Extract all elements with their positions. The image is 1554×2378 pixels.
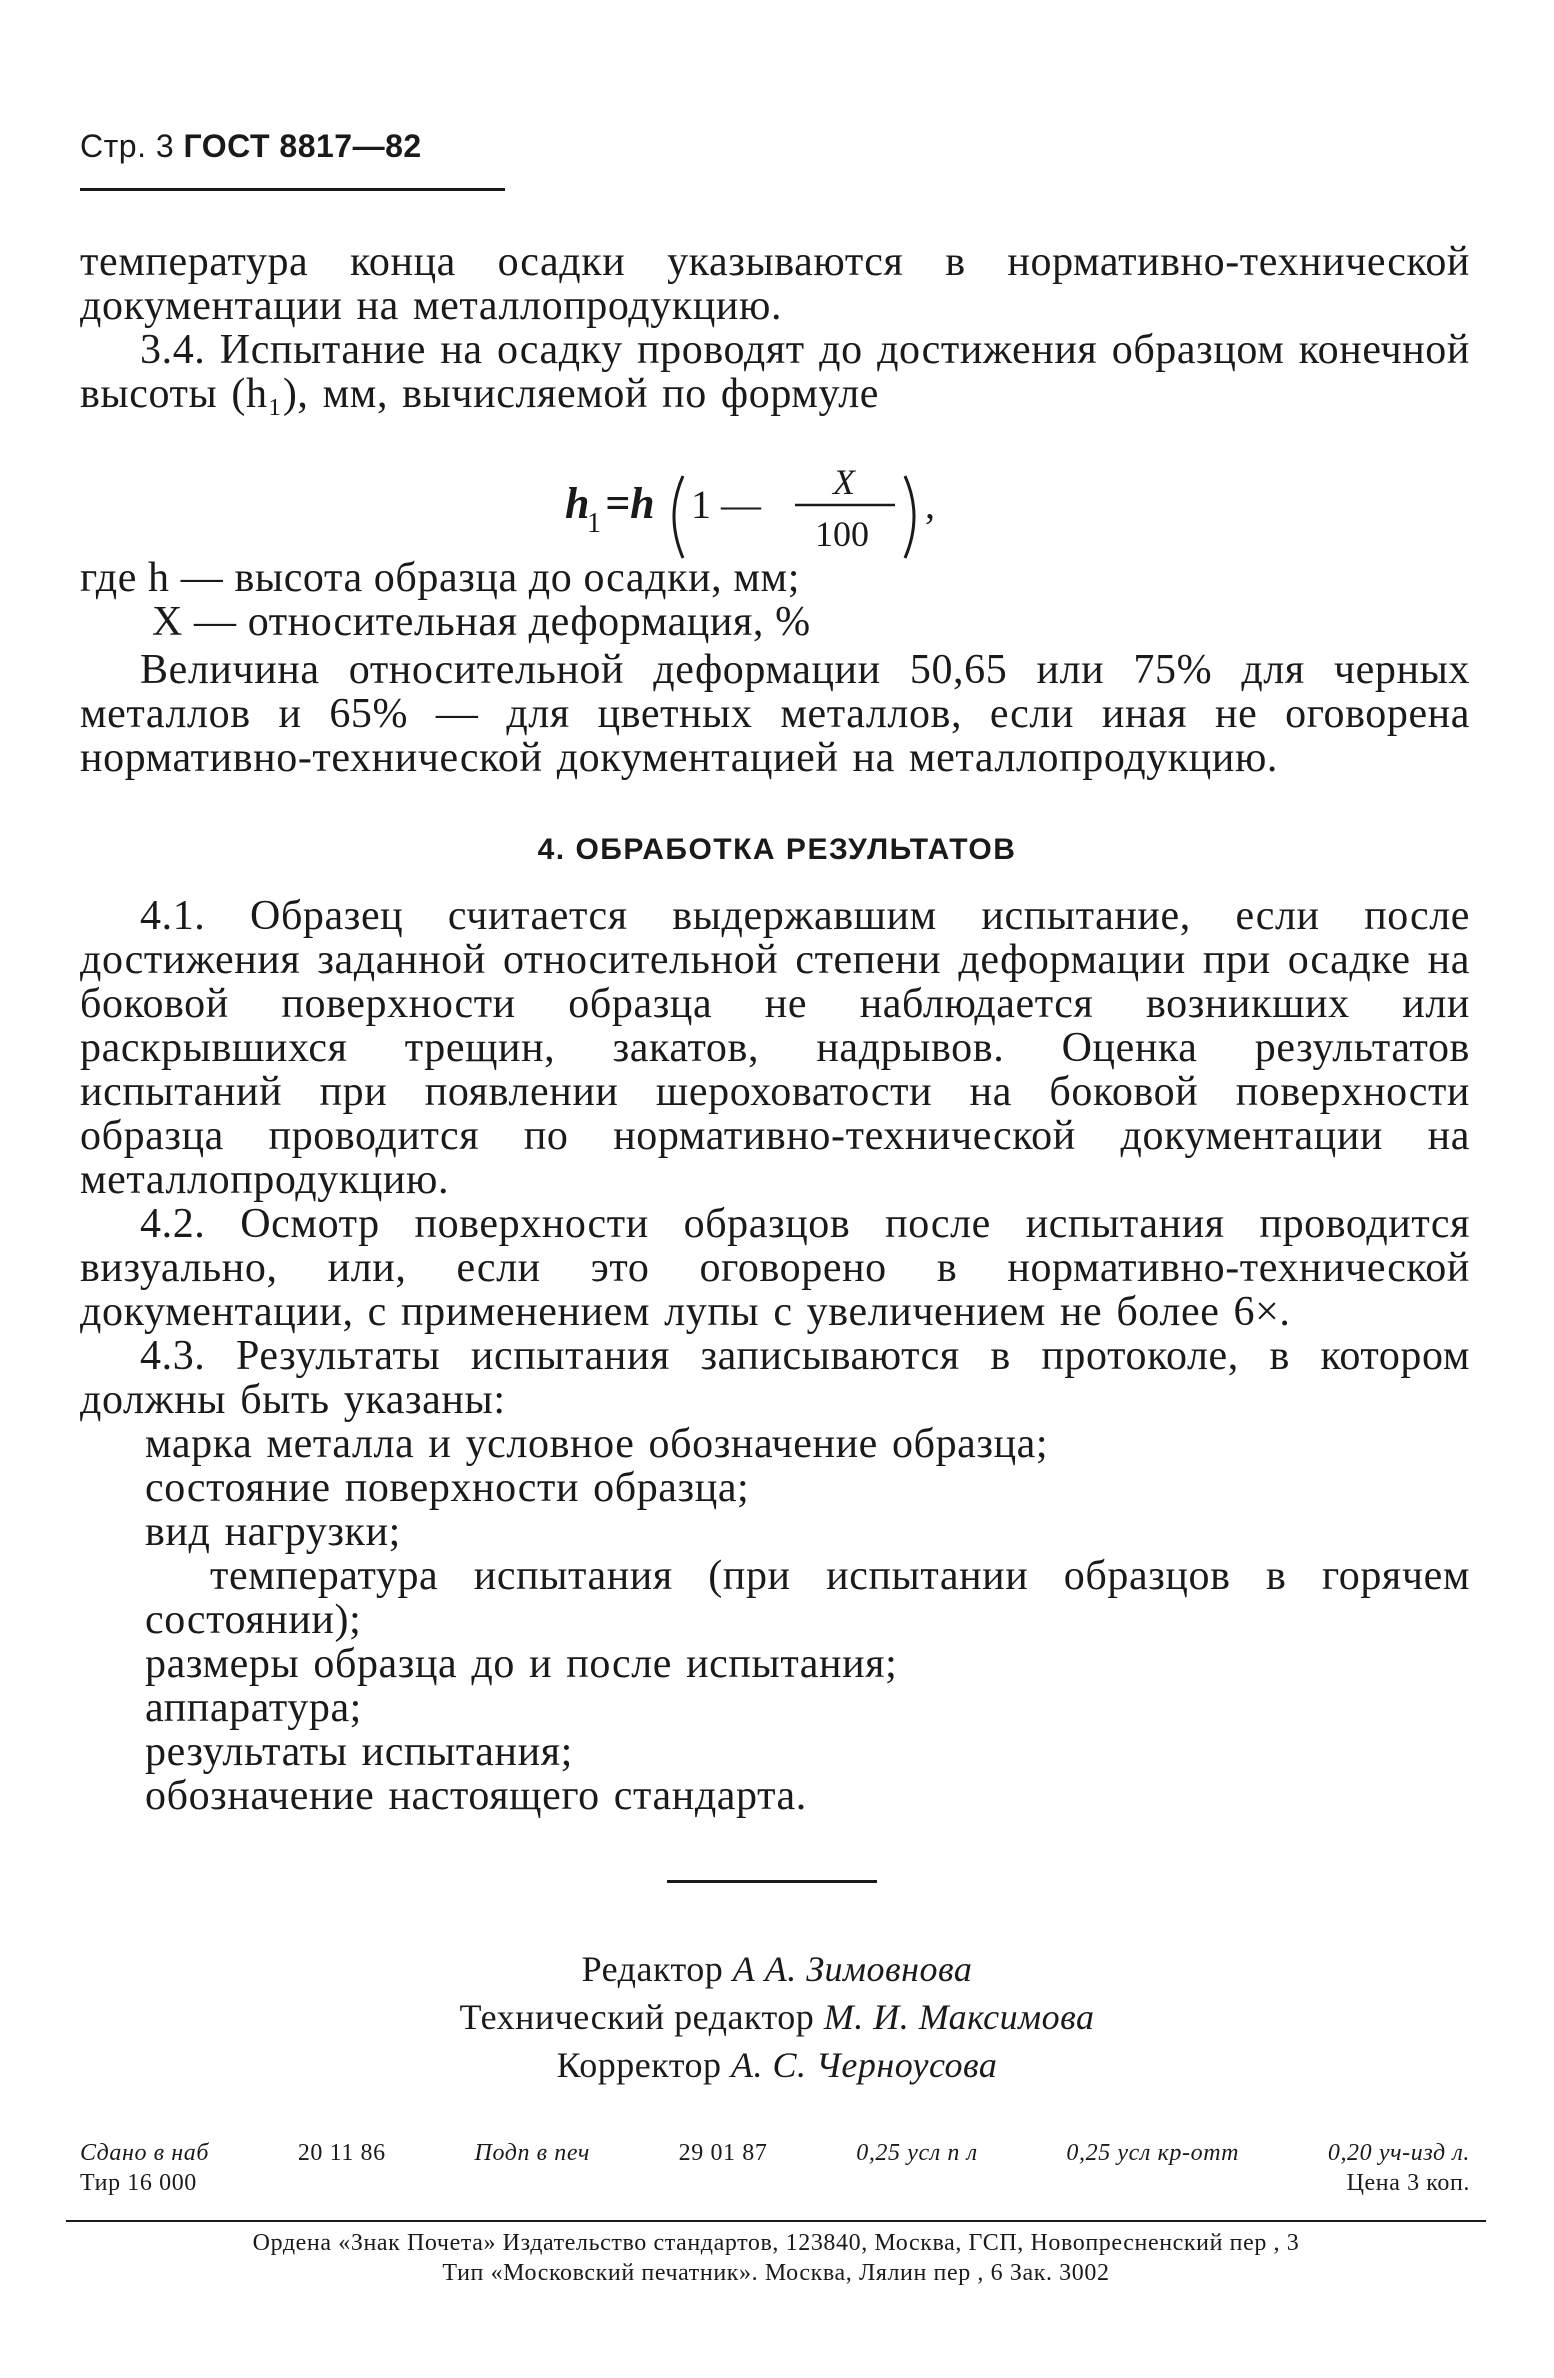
protocol-list bbox=[80, 1422, 1470, 1818]
publisher-footer bbox=[66, 2228, 1486, 2288]
list-item: состояние поверхности образца; bbox=[145, 1465, 750, 1511]
imprint-field: 29 01 87 bbox=[678, 2140, 768, 2166]
price: Цена 3 коп. bbox=[1346, 2170, 1470, 2196]
clause-4-1-text: 4.1. Образец считается выдержавшим испытание, если после достижения заданной относительной степени деформации при осадке на боковой поверхности образца не наблюдается возникших или раскрывшихся трещин, закатов, надрывов. Оценка результатов испытаний при появлении шероховатости на боковой поверхности образца проводится по нормативно-технической документации на металлопродукцию. bbox=[80, 893, 1470, 1203]
credits bbox=[0, 1945, 1554, 2089]
list-item: аппаратура; bbox=[145, 1685, 362, 1731]
clause-4-3 bbox=[80, 1334, 1470, 1422]
clause-3-4 bbox=[80, 328, 1470, 416]
list-item: обозначение настоящего стандарта. bbox=[145, 1773, 807, 1819]
formula-right-paren bbox=[905, 476, 914, 558]
imprint-field: Сдано в наб bbox=[80, 2140, 210, 2166]
formula-numerator: X bbox=[833, 462, 855, 502]
list-item: температура испытания (при испытании образцов в горячем состоянии); bbox=[145, 1553, 1470, 1643]
definitions bbox=[80, 556, 1470, 644]
list-item: вид нагрузки; bbox=[145, 1509, 401, 1555]
header-rule bbox=[80, 188, 505, 191]
printer-line: Тип «Московский печатник». Москва, Лялин пер , 6 Зак. 3002 bbox=[442, 2260, 1110, 2286]
formula-one-minus: 1 — bbox=[691, 482, 761, 527]
clause-3-3-tail-text: температура конца осадки указываются в нормативно-технической документации на металлопродукцию. bbox=[80, 239, 1470, 329]
formula-trail: , bbox=[925, 482, 935, 527]
formula-svg bbox=[565, 458, 1005, 568]
credit-name: А. С. Черноусова bbox=[731, 2045, 998, 2085]
page-header bbox=[80, 128, 422, 165]
clause-4-2 bbox=[80, 1202, 1470, 1334]
credit-tech-editor bbox=[0, 1993, 1554, 2041]
credit-name: А А. Зимовнова bbox=[732, 1949, 973, 1989]
imprint-row-1 bbox=[80, 2138, 1470, 2168]
credit-role: Редактор bbox=[581, 1949, 724, 1989]
list-item: результаты испытания; bbox=[145, 1729, 573, 1775]
credit-proofreader bbox=[0, 2041, 1554, 2089]
imprint-field: 0,20 уч-изд л. bbox=[1327, 2140, 1470, 2166]
formula-lhs: h bbox=[565, 479, 590, 528]
clause-3-4-note-text: Величина относительной деформации 50,65 или 75% для черных металлов и 65% — для цветных металлов, если иная не оговорена нормативно-технической документацией на металлопродукцию. bbox=[80, 647, 1470, 781]
definition-x: X — относительная деформация, % bbox=[152, 599, 811, 645]
imprint-field: Подп в печ bbox=[474, 2140, 590, 2166]
formula-left-paren bbox=[674, 476, 683, 558]
footer-rule bbox=[66, 2220, 1486, 2222]
clause-4-2-text: 4.2. Осмотр поверхности образцов после испытания проводится визуально, или, если это оговорено в нормативно-технической документации, с применением лупы с увеличением не более 6×. bbox=[80, 1201, 1470, 1335]
imprint-row-2 bbox=[80, 2168, 1470, 2198]
credit-editor bbox=[0, 1945, 1554, 1993]
clause-3-3-tail bbox=[80, 240, 1470, 328]
formula-eq: =h bbox=[605, 479, 655, 528]
page-number: Стр. 3 bbox=[80, 128, 175, 164]
imprint-field: 0,25 усл п л bbox=[856, 2140, 978, 2166]
imprint-field: 20 11 86 bbox=[297, 2140, 386, 2166]
imprint-field: 0,25 усл кр-отт bbox=[1066, 2140, 1240, 2166]
publisher-line: Ордена «Знак Почета» Издательство стандартов, 123840, Москва, ГСП, Новопресненский пер , 3 bbox=[252, 2230, 1300, 2256]
clause-4-1 bbox=[80, 894, 1470, 1202]
separator-rule bbox=[667, 1880, 877, 1883]
credit-role: Технический редактор bbox=[459, 1997, 815, 2037]
imprint bbox=[80, 2138, 1470, 2198]
definition-h: где h — высота образца до осадки, мм; bbox=[80, 555, 800, 601]
standard-number: ГОСТ 8817—82 bbox=[183, 128, 422, 164]
clause-3-4-text: 3.4. Испытание на осадку проводят до достижения образцом конечной высоты (h₁), мм, вычисляемой по формуле bbox=[80, 327, 1470, 417]
print-run: Тир 16 000 bbox=[80, 2170, 197, 2196]
list-item: размеры образца до и после испытания; bbox=[145, 1641, 898, 1687]
section-heading: 4. ОБРАБОТКА РЕЗУЛЬТАТОВ bbox=[537, 833, 1017, 866]
credit-name: М. И. Максимова bbox=[823, 1997, 1095, 2037]
clause-4-3-text: 4.3. Результаты испытания записываются в протоколе, в котором должны быть указаны: bbox=[80, 1333, 1470, 1423]
formula-lhs-sub: 1 bbox=[587, 508, 601, 539]
formula-denominator: 100 bbox=[815, 514, 869, 554]
list-item: марка металла и условное обозначение образца; bbox=[145, 1421, 1049, 1467]
clause-3-4-note bbox=[80, 648, 1470, 780]
formula-final-height bbox=[565, 458, 1005, 568]
credit-role: Корректор bbox=[556, 2045, 722, 2085]
